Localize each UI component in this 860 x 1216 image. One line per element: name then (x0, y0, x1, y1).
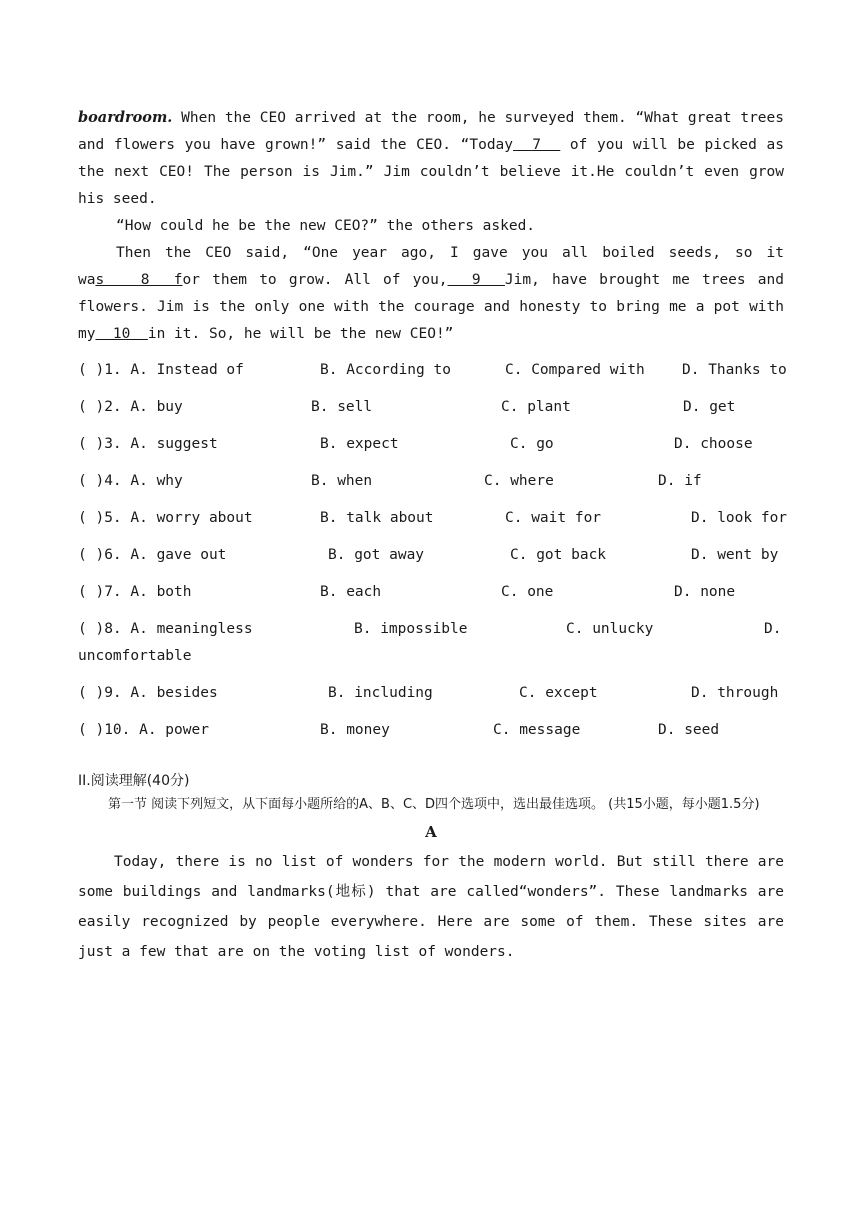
question-10: ( )10. A. power B. money C. message D. seed (78, 722, 720, 738)
question-1: ( )1. A. Instead of B. According to C. Compared with D. Thanks to (78, 362, 787, 378)
bold-word: boardroom. (78, 109, 173, 126)
question-9: ( )9. A. besides B. including C. except D. through (78, 685, 779, 701)
question-8: ( )8. A. meaningless B. impossible C. unlucky D. (78, 621, 782, 637)
document-page (78, 104, 788, 967)
section-heading: II.阅读理解(40分) (78, 773, 190, 789)
blank-9: 9 (447, 272, 505, 288)
blank-7: 7 (513, 137, 561, 153)
passage-paragraph-3: Then the CEO said, “One year ago, I gave you all boiled seeds, so it was 8 for them to grow. All of you, 9 Jim, have brought me trees and flowers. Jim is the only one with the courage and honesty to bring me a pot with my 10 in it. So, he will be the new CEO!” (78, 245, 784, 342)
section-instruction: 第一节 阅读下列短文，从下面每小题所给的A、B、C、D四个选项中，选出最佳选项。 (共15小题，每小题1.5分) (108, 797, 760, 812)
passage-paragraph-2: “How could he be the new CEO?” the others asked. (116, 218, 536, 234)
question-4: ( )4. A. why B. when C. where D. if (78, 473, 702, 489)
passage-paragraph-1: boardroom. When the CEO arrived at the room, he surveyed them. “What great trees and flowers you have grown!” said the CEO. “Today 7 of you will be picked as the next CEO! The person is Jim.” Jim couldn’t believe it.He couldn’t even grow his seed. (78, 109, 784, 207)
question-3: ( )3. A. suggest B. expect C. go D. choose (78, 436, 753, 452)
passage-a-paragraph: Today, there is no list of wonders for the modern world. But still there are some buildings and landmarks(地标) that are called“wonders”. These landmarks are easily recognized by people everywhere. Here are some of them. These sites are just a few that are on the voting list of wonders. (78, 854, 784, 960)
question-7: ( )7. A. both B. each C. one D. none (78, 584, 736, 600)
question-2: ( )2. A. buy B. sell C. plant D. get (78, 399, 736, 415)
question-6: ( )6. A. gave out B. got away C. got back D. went by (78, 547, 779, 563)
question-8-option-d: uncomfortable (78, 648, 192, 664)
blank-8: s 8 f (95, 272, 183, 288)
blank-10: 10 (95, 326, 148, 342)
question-5: ( )5. A. worry about B. talk about C. wait for D. look for (78, 510, 788, 526)
passage-label: A (425, 823, 437, 841)
